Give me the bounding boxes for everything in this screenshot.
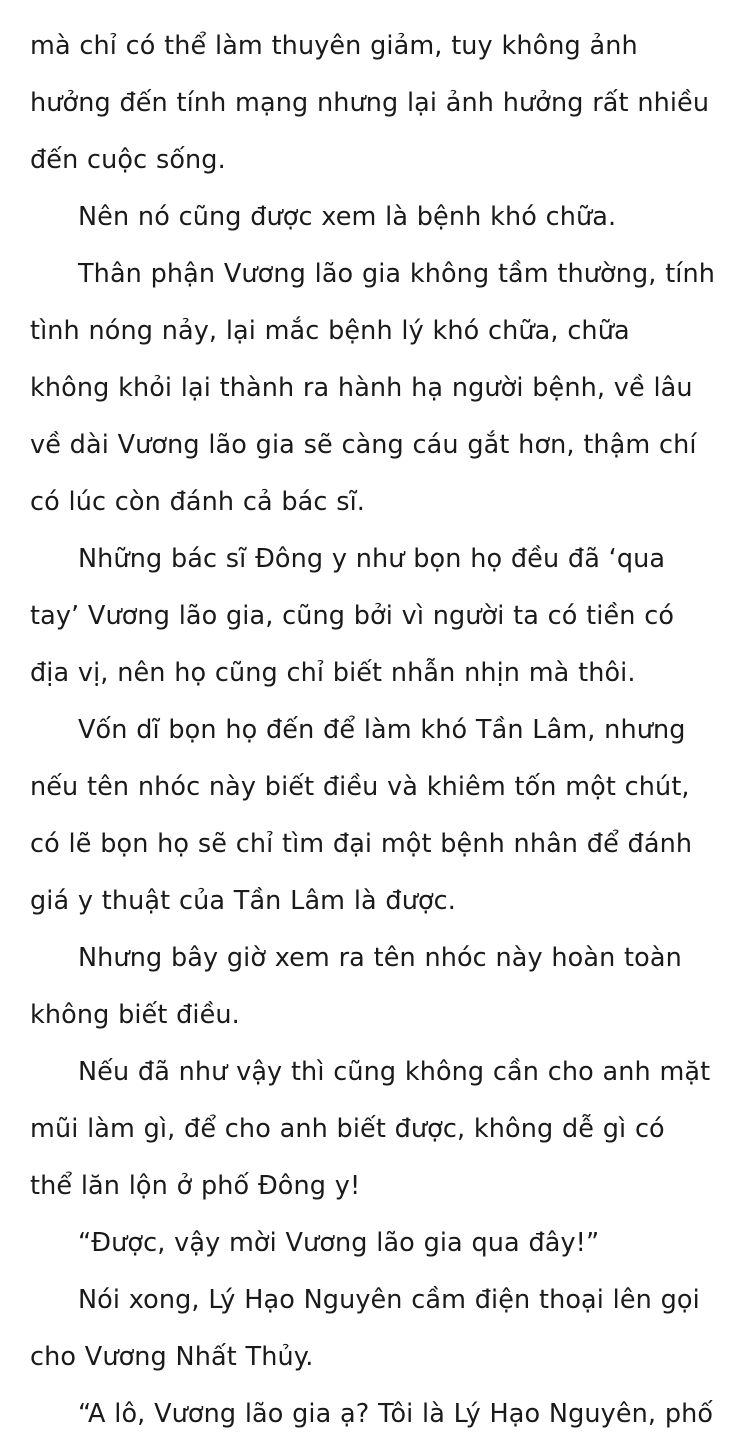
paragraph: Nói xong, Lý Hạo Nguyên cầm điện thoại lên gọi cho Vương Nhất Thủy.	[30, 1285, 700, 1372]
paragraph: Những bác sĩ Đông y như bọn họ đều đã ‘qua tay’ Vương lão gia, cũng bởi vì người ta có tiền có địa vị, nên họ cũng chỉ biết nhẫn nhịn mà thôi.	[30, 544, 675, 688]
paragraph: mà chỉ có thể làm thuyên giảm, tuy không ảnh hưởng đến tính mạng nhưng lại ảnh hưởng rất nhiều đến cuộc sống.	[30, 31, 710, 175]
paragraph: Nếu đã như vậy thì cũng không cần cho anh mặt mũi làm gì, để cho anh biết được, không dễ gì có thể lăn lộn ở phố Đông y!	[30, 1057, 711, 1201]
paragraph: Thân phận Vương lão gia không tầm thường, tính tình nóng nảy, lại mắc bệnh lý khó chữa, chữa không khỏi lại thành ra hành hạ người bệnh, về lâu về dài Vương lão gia sẽ càng cáu gắt hơn, thậm chí có lúc còn đánh cả bác sĩ.	[30, 259, 715, 517]
paragraph: “Được, vậy mời Vương lão gia qua đây!”	[78, 1228, 600, 1258]
paragraph: Nhưng bây giờ xem ra tên nhóc này hoàn toàn không biết điều.	[30, 943, 682, 1030]
paragraph: Vốn dĩ bọn họ đến để làm khó Tần Lâm, nhưng nếu tên nhóc này biết điều và khiêm tốn một chút, có lẽ bọn họ sẽ chỉ tìm đại một bệnh nhân để đánh giá y thuật của Tần Lâm là được.	[30, 715, 693, 916]
paragraph: Nên nó cũng được xem là bệnh khó chữa.	[78, 202, 617, 232]
paragraph: “A lô, Vương lão gia ạ? Tôi là Lý Hạo Nguyên, phố	[78, 1399, 714, 1429]
